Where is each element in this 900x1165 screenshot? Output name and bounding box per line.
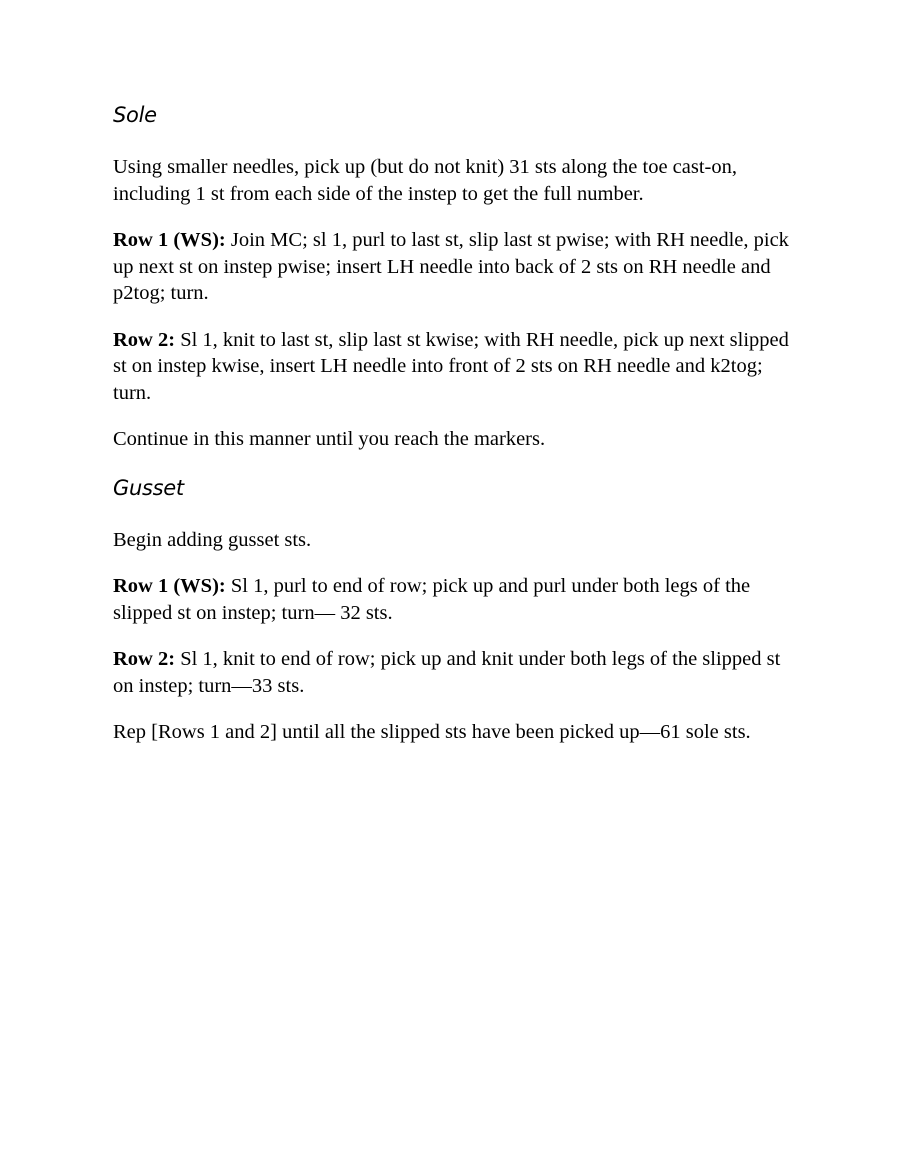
sole-row1-label: Row 1 (WS): <box>113 229 226 251</box>
sole-continue-paragraph: Continue in this manner until you reach the markers. <box>113 428 546 450</box>
sole-intro-paragraph: Using smaller needles, pick up (but do not knit) 31 sts along the toe cast-on, including 1 st from each side of the instep to get the full number. <box>113 156 737 205</box>
gusset-intro-paragraph: Begin adding gusset sts. <box>113 528 312 551</box>
gusset-row2-text: Sl 1, knit to end of row; pick up and knit under both legs of the slipped st on instep; turn—33 sts. <box>113 648 781 697</box>
gusset-repeat-paragraph: Rep [Rows 1 and 2] until all the slipped sts have been picked up—61 sole sts. <box>113 721 751 743</box>
document-page <box>113 100 793 746</box>
gusset-heading: Gusset <box>113 475 184 500</box>
sole-row1-text: Join MC; sl 1, purl to last st, slip last st pwise; with RH needle, pick up next st on instep pwise; insert LH needle into back of 2 sts on RH needle and p2tog; turn. <box>113 229 789 304</box>
gusset-row2-paragraph <box>113 646 793 699</box>
sole-row2-paragraph <box>113 327 793 407</box>
gusset-row2-label: Row 2: <box>113 648 176 670</box>
gusset-row1-paragraph <box>113 573 793 626</box>
sole-row1-paragraph <box>113 227 793 307</box>
sole-heading: Sole <box>113 103 157 127</box>
gusset-row1-label: Row 1 (WS): <box>113 575 226 597</box>
gusset-row1-text: Sl 1, purl to end of row; pick up and purl under both legs of the slipped st on instep; turn— 32 sts. <box>113 575 751 624</box>
sole-row2-text: Sl 1, knit to last st, slip last st kwise; with RH needle, pick up next slipped st on instep kwise, insert LH needle into front of 2 sts on RH needle and k2tog; turn. <box>113 328 789 404</box>
sole-row2-label: Row 2: <box>113 328 176 351</box>
